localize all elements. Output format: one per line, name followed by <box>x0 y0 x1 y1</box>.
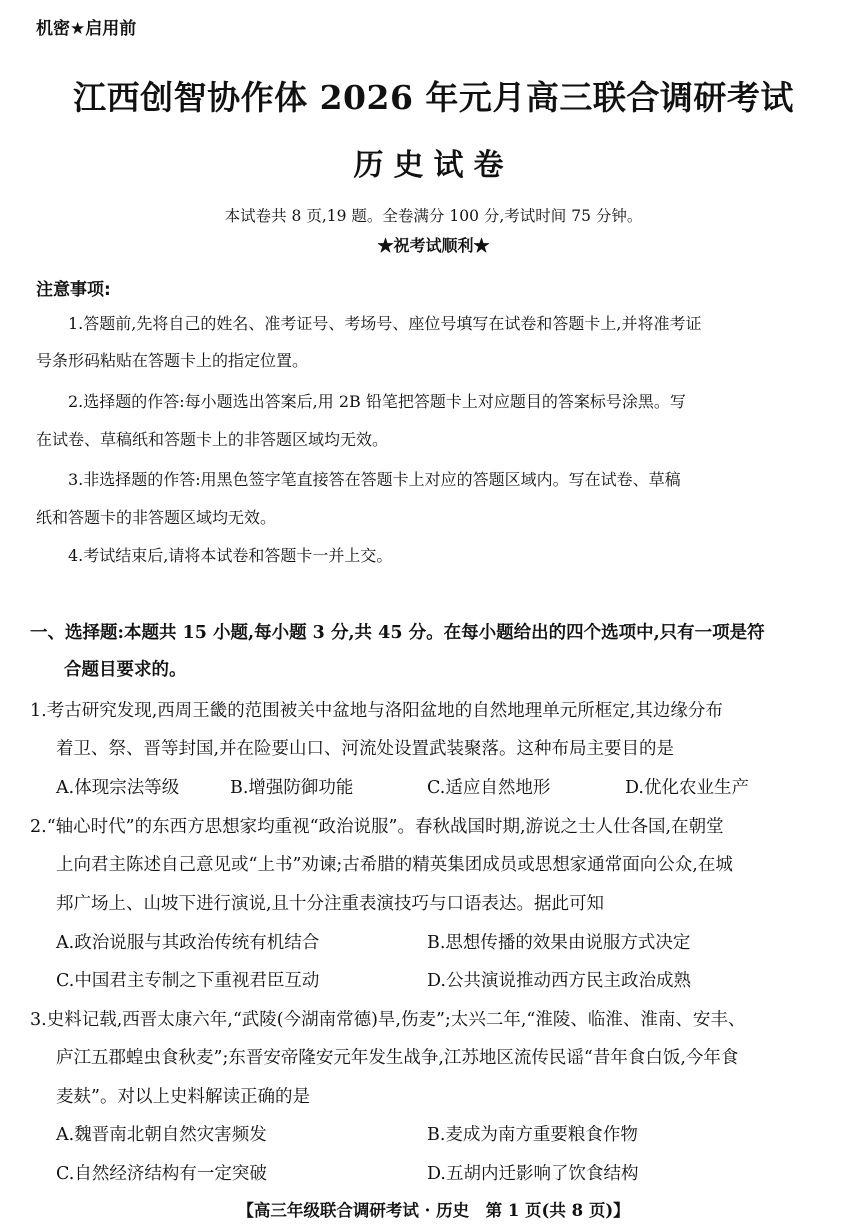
question-2-option-d: D.公共演说推动西方民主政治成熟 <box>427 971 691 991</box>
question-3-line-3: 麦麸”。对以上史料解读正确的是 <box>56 1087 310 1107</box>
section-1-heading-line-2: 合题目要求的。 <box>64 660 187 680</box>
question-3-option-a: A.魏晋南北朝自然灾害频发 <box>56 1125 267 1145</box>
question-1-option-d: D.优化农业生产 <box>625 778 749 798</box>
question-1-line-1: 1.考古研究发现,西周王畿的范围被关中盆地与洛阳盆地的自然地理单元所框定,其边缘分布 <box>30 701 723 721</box>
notice-item-3-line-1: 3.非选择题的作答:用黑色签字笔直接答在答题卡上对应的答题区域内。写在试卷、草稿 <box>68 470 681 489</box>
notice-heading: 注意事项: <box>36 280 111 300</box>
question-2-line-3: 邦广场上、山坡下进行演说,且十分注重表演技巧与口语表达。据此可知 <box>56 894 605 914</box>
notice-item-4-line-1: 4.考试结束后,请将本试卷和答题卡一并上交。 <box>68 546 393 565</box>
question-2-option-b: B.思想传播的效果由说服方式决定 <box>427 933 691 953</box>
notice-item-2-line-2: 在试卷、草稿纸和答题卡上的非答题区域均无效。 <box>36 430 389 449</box>
exam-info: 本试卷共 8 页,19 题。全卷满分 100 分,考试时间 75 分钟。 <box>224 207 643 225</box>
notice-item-1-line-1: 1.答题前,先将自己的姓名、准考证号、考场号、座位号填写在试卷和答题卡上,并将准考证 <box>68 314 702 333</box>
notice-item-2-line-1: 2.选择题的作答:每小题选出答案后,用 2B 铅笔把答题卡上对应题目的答案标号涂黑。写 <box>68 392 686 411</box>
page-footer: 【高三年级联合调研考试 · 历史 第 1 页(共 8 页)】 <box>237 1201 630 1220</box>
question-1-line-2: 着卫、祭、晋等封国,并在险要山口、河流处设置武装聚落。这种布局主要目的是 <box>56 739 675 759</box>
exam-title: 江西创智协作体 2026 年元月高三联合调研考试 <box>73 78 794 117</box>
notice-item-3-line-2: 纸和答题卡的非答题区域均无效。 <box>36 508 277 527</box>
question-3-option-c: C.自然经济结构有一定突破 <box>56 1164 267 1184</box>
question-2-option-a: A.政治说服与其政治传统有机结合 <box>56 933 320 953</box>
confidential-mark: 机密★启用前 <box>36 19 137 39</box>
notice-item-1-line-2: 号条形码粘贴在答题卡上的指定位置。 <box>36 351 309 370</box>
question-1-option-c: C.适应自然地形 <box>427 778 551 798</box>
question-3-option-d: D.五胡内迁影响了饮食结构 <box>427 1164 639 1184</box>
subject-title: 历史试卷 <box>353 148 514 183</box>
question-3-option-b: B.麦成为南方重要粮食作物 <box>427 1125 638 1145</box>
question-2-line-1: 2.“轴心时代”的东西方思想家均重视“政治说服”。春秋战国时期,游说之士人仕各国,在朝堂 <box>30 817 724 837</box>
question-1-option-a: A.体现宗法等级 <box>56 778 180 798</box>
question-1-option-b: B.增强防御功能 <box>230 778 354 798</box>
good-luck-line: ★祝考试顺利★ <box>377 236 490 255</box>
question-3-line-2: 庐江五郡蝗虫食秋麦”;东晋安帝隆安元年发生战争,江苏地区流传民谣“昔年食白饭,今年食 <box>56 1048 739 1068</box>
question-2-option-c: C.中国君主专制之下重视君臣互动 <box>56 971 320 991</box>
section-1-heading-line-1: 一、选择题:本题共 15 小题,每小题 3 分,共 45 分。在每小题给出的四个选项中,只有一项是符 <box>30 623 765 643</box>
question-3-line-1: 3.史料记载,西晋太康六年,“武陵(今湖南常德)旱,伤麦”;太兴二年,“淮陵、临淮、淮南、安丰、 <box>30 1010 746 1030</box>
question-2-line-2: 上向君主陈述自己意见或“上书”劝谏;古希腊的精英集团成员或思想家通常面向公众,在城 <box>56 855 733 875</box>
